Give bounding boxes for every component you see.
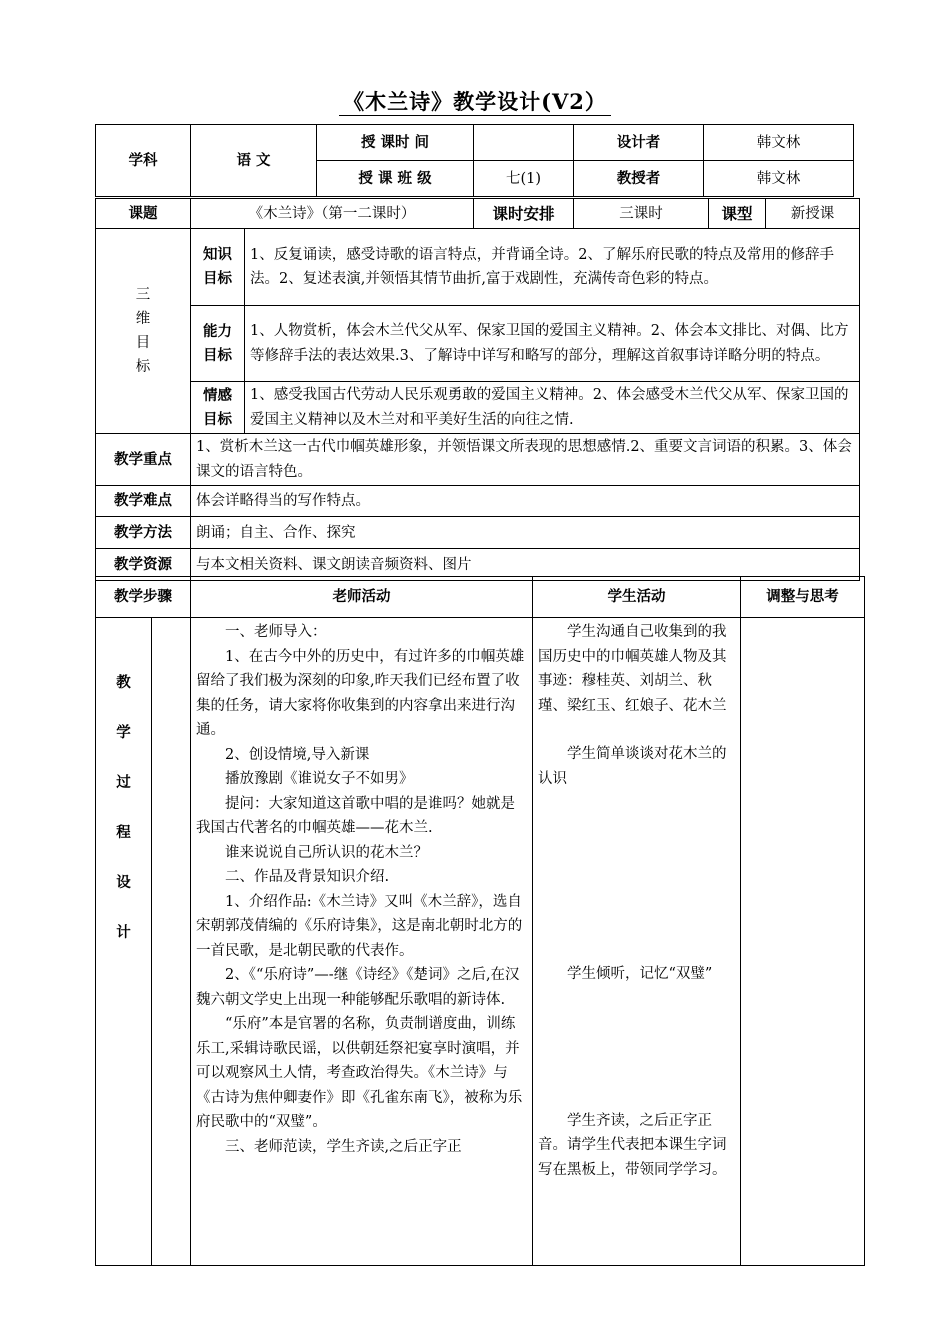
designer-label: 设计者 xyxy=(574,125,704,161)
steps-header: 教学步骤 xyxy=(96,577,191,618)
ability-goal-text: 1、人物赏析，体会木兰代父从军、保家卫国的爱国主义精神。2、体会本文排比、对偶、比方等修辞手法的表达效果.3、了解诗中详写和略写的部分，理解这首叙事诗详略分明的特点。 xyxy=(245,306,860,382)
process-step-cell xyxy=(152,618,191,1266)
goals-label: 三 维 目 标 xyxy=(96,229,191,434)
topic-label: 课题 xyxy=(96,199,191,229)
topic-table xyxy=(95,198,860,229)
class-value: 七(1) xyxy=(474,161,574,197)
time-label: 授 课时 间 xyxy=(317,125,474,161)
teacher-label: 教授者 xyxy=(574,161,704,197)
method-text: 朗诵；自主、合作、探究 xyxy=(191,517,860,549)
type-value: 新授课 xyxy=(766,199,860,229)
adjust-content xyxy=(741,618,865,1266)
designer-value: 韩文林 xyxy=(704,125,854,161)
ability-goal-label: 能力 目标 xyxy=(191,306,245,382)
process-side-label: 教 学 过 程 设 计 xyxy=(96,618,152,1266)
method-label: 教学方法 xyxy=(96,517,191,549)
subject-label: 学科 xyxy=(96,125,191,197)
difficulty-text: 体会详略得当的写作特点。 xyxy=(191,486,860,517)
student-activity-header: 学生活动 xyxy=(533,577,741,618)
process-table xyxy=(95,576,865,1266)
focus-label: 教学重点 xyxy=(96,434,191,486)
knowledge-goal-label: 知识 目标 xyxy=(191,229,245,306)
header-table xyxy=(95,124,854,197)
page-title: 《木兰诗》教学设计(V2） xyxy=(0,86,950,116)
schedule-value: 三课时 xyxy=(574,199,709,229)
resource-label: 教学资源 xyxy=(96,549,191,581)
student-activity-content: 学生沟通自己收集到的我国历史中的巾帼英雄人物及其事迹：穆桂英、刘胡兰、秋瑾、梁红玉、红娘子、花木兰 学生简单谈谈对花木兰的认识 学生倾听，记忆“双璧” 学生齐读，之后正字正音。请学生代表把本课生字词写在黑板上，带领同学学习。 xyxy=(533,618,741,1266)
adjust-header: 调整与思考 xyxy=(741,577,865,618)
schedule-label: 课时安排 xyxy=(474,199,574,229)
time-value xyxy=(474,125,574,161)
topic-value: 《木兰诗》（第一二课时） xyxy=(191,199,474,229)
difficulty-label: 教学难点 xyxy=(96,486,191,517)
emotion-goal-label: 情感 目标 xyxy=(191,382,245,434)
resource-text: 与本文相关资料、课文朗读音频资料、图片 xyxy=(191,549,860,581)
teacher-activity-content: 一、老师导入： 1、在古今中外的历史中，有过许多的巾帼英雄留给了我们极为深刻的印象,昨天我们已经布置了收集的任务，请大家将你收集到的内容拿出来进行沟通。 2、创设情境,导入新课 播放豫剧《谁说女子不如男》 提问：大家知道这首歌中唱的是谁吗？她就是我国古代著名的巾帼英雄——花木兰. 谁来说说自己所认识的花木兰？ 二、作品及背景知识介绍. 1、介绍作品:《木兰诗》又叫《木兰辞》，选自宋朝郭茂倩编的《乐府诗集》，这是南北朝时北方的一首民歌，是北朝民歌的代表作。 2、《“乐府诗”—-继《诗经》《楚词》之后,在汉魏六朝文学史上出现一种能够配乐歌唱的新诗体. “乐府”本是官署的名称，负责制谱度曲，训练乐工,采辑诗歌民谣，以供朝廷祭祀宴享时演唱，并可以观察风土人情，考查政治得失。《木兰诗》与《古诗为焦仲卿妻作》即《孔雀东南飞》，被称为乐府民歌中的“双璧”。 三、老师范读，学生齐读,之后正字正 xyxy=(191,618,533,1266)
knowledge-goal-text: 1、反复诵读，感受诗歌的语言特点，并背诵全诗。2、了解乐府民歌的特点及常用的修辞手法。2、复述表演,并领悟其情节曲折,富于戏剧性，充满传奇色彩的特点。 xyxy=(245,229,860,306)
goals-table xyxy=(95,228,860,581)
emotion-goal-text: 1、感受我国古代劳动人民乐观勇敢的爱国主义精神。2、体会感受木兰代父从军、保家卫国的爱国主义精神以及木兰对和平美好生活的向往之情. xyxy=(245,382,860,434)
type-label: 课型 xyxy=(709,199,766,229)
teacher-value: 韩文林 xyxy=(704,161,854,197)
subject-value: 语 文 xyxy=(191,125,317,197)
focus-text: 1、赏析木兰这一古代巾帼英雄形象，并领悟课文所表现的思想感情.2、重要文言词语的积累。3、体会课文的语言特色。 xyxy=(191,434,860,486)
teacher-activity-header: 老师活动 xyxy=(191,577,533,618)
class-label: 授 课 班 级 xyxy=(317,161,474,197)
